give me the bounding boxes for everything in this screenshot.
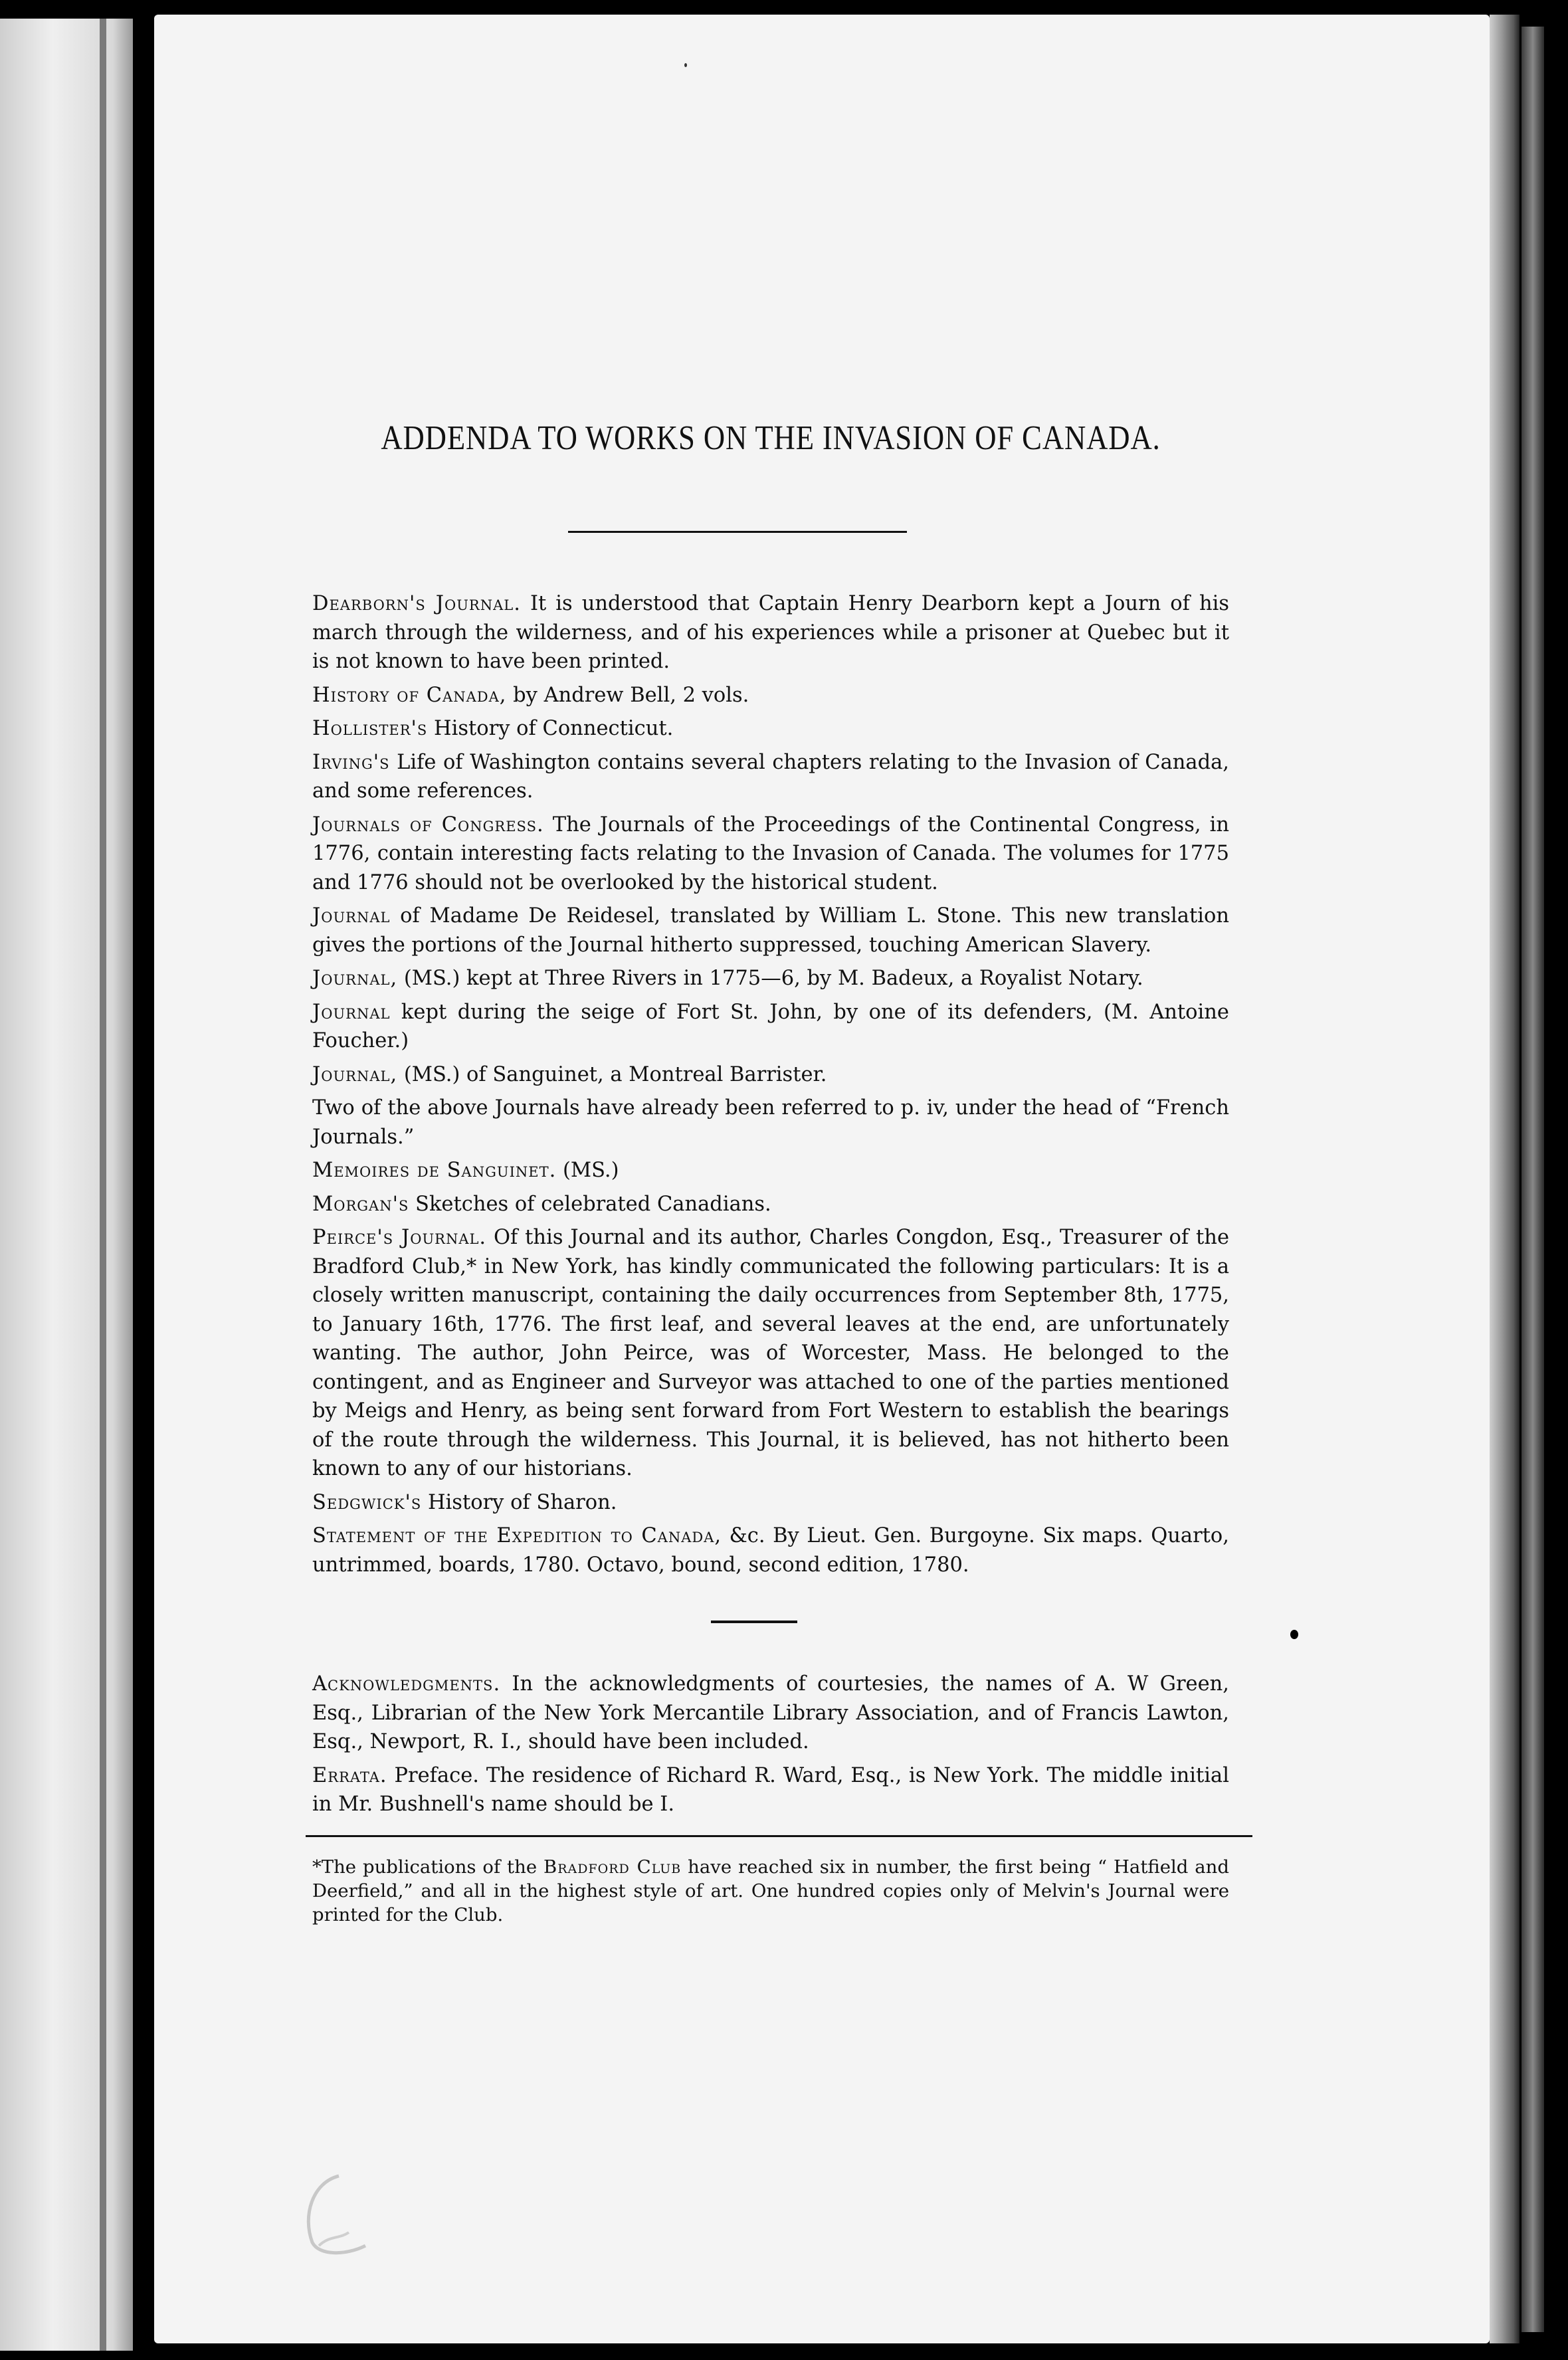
entry-body: Life of Washington contains several chapters relating to the Invasion of Canada, and some references. [312, 750, 1229, 803]
entry-body: by Andrew Bell, 2 vols. [506, 683, 749, 707]
addenda-entry [312, 1223, 1229, 1484]
entry-body: The Journals of the Proceedings of the Continental Congress, in 1776, contain interesting facts relating to the Invasion of Canada. The volumes for 1775 and 1776 should not be overlooked by the historical student. [312, 813, 1229, 894]
notes-section [312, 1670, 1229, 1819]
addenda-entry [312, 811, 1229, 898]
entry-head: Hollister's [312, 717, 428, 740]
entry-head: Dearborn's Journal. [312, 592, 521, 615]
entry-body: It is understood that Captain Henry Dearborn kept a Journ of his march through the wilderness, and of his experiences while a prisoner at Quebec but it is not known to have been printed. [312, 592, 1229, 673]
note-body: Preface. The residence of Richard R. Ward, Esq., is New York. The middle initial in Mr. Bushnell's name should be I. [312, 1763, 1229, 1816]
facing-page-edge [0, 19, 133, 2351]
acknowledgments-note [312, 1670, 1229, 1757]
footnote-post: have reached six in number, the first being “ Hatfield and Deerfield,” and all in the highest style of art. One hundred copies only of Melvin's Journal were printed for the Club. [312, 1856, 1229, 1925]
entry-head: Sedgwick's [312, 1490, 422, 1514]
footnote-club: Bradford Club [543, 1856, 682, 1878]
entry-head: Memoires de Sanguinet. [312, 1159, 557, 1182]
note-head: Errata. [312, 1763, 387, 1787]
entry-body: kept during the seige of Fort St. John, by one of its defenders, (M. Antoine Foucher.) [312, 1000, 1229, 1052]
entry-head: Journal [312, 904, 391, 928]
entry-body: Of this Journal and its author, Charles Congdon, Esq., Treasurer of the Bradford Club,* in New York, has kindly communicated the following particulars: It is a closely written manuscript, containing the daily occurrences from September 8th, 1775, to January 16th, 1776. The first leaf, and several leaves at the end, are unfortunately wanting. The author, John Peirce, was of Worcester, Mass. He belonged to the contingent, and as Engineer and Surveyor was attached to one of the parties mentioned by Meigs and Henry, as being sent forward from Fort Western to establish the bearings of the route through the wilderness. This Journal, it is believed, has not hitherto been known to any of our historians. [312, 1226, 1229, 1480]
page-title: ADDENDA TO WORKS ON THE INVASION OF CANADA. [381, 419, 1161, 457]
addenda-entry [312, 998, 1229, 1056]
entry-body: History of Connecticut. [427, 717, 674, 740]
addenda-entry [312, 1522, 1229, 1579]
addenda-entry [312, 714, 1229, 743]
entry-body: of Madame De Reidesel, translated by William L. Stone. This new translation gives the portions of the Journal hitherto suppressed, touching American Slavery. [312, 904, 1229, 957]
entry-head: Irving's [312, 750, 390, 774]
addenda-entry [312, 1156, 1229, 1185]
entry-head: Statement of the Expedition to Canada, [312, 1524, 722, 1547]
addenda-entry [312, 1060, 1229, 1090]
addenda-list [312, 589, 1229, 1579]
footnote-rule [306, 1835, 1252, 1837]
entry-head: Morgan's [312, 1192, 409, 1216]
page-fore-edge [1490, 15, 1519, 2343]
entry-head: Journals of Congress. [312, 813, 544, 836]
entry-body: History of Sharon. [421, 1490, 617, 1514]
addenda-entry [312, 1094, 1229, 1151]
section-rule [711, 1621, 797, 1623]
entry-body: &c. By Lieut. Gen. Burgoyne. Six maps. Quarto, untrimmed, boards, 1780. Octavo, bound, second edition, 1780. [312, 1524, 1229, 1577]
addenda-entry [312, 681, 1229, 710]
ink-dot [1290, 1630, 1298, 1639]
addenda-entry [312, 589, 1229, 676]
title-rule [568, 531, 907, 533]
addenda-entry [312, 748, 1229, 806]
entry-head: Journal, [312, 1062, 398, 1086]
footnote-pre: *The publications of the [312, 1856, 543, 1878]
entry-head: Peirce's Journal. [312, 1226, 487, 1249]
note-head: Acknowledgments. [312, 1672, 501, 1696]
page-content [312, 419, 1229, 1945]
pencil-mark [292, 2169, 379, 2262]
addenda-entry [312, 902, 1229, 959]
entry-head: Journal [312, 1000, 391, 1024]
entry-body: Sketches of celebrated Canadians. [409, 1192, 771, 1216]
addenda-entry [312, 964, 1229, 993]
entry-body: (MS.) of Sanguinet, a Montreal Barrister. [397, 1062, 827, 1086]
entry-head: History of Canada, [312, 683, 507, 707]
footnote [312, 1855, 1229, 1927]
entry-body: (MS.) [556, 1159, 619, 1182]
entry-body: (MS.) kept at Three Rivers in 1775—6, by M. Badeux, a Royalist Notary. [397, 967, 1143, 990]
addenda-entry [312, 1488, 1229, 1518]
errata-note [312, 1761, 1229, 1819]
note-body: In the acknowledgments of courtesies, the names of A. W Green, Esq., Librarian of the New York Mercantile Library Association, and of Francis Lawton, Esq., Newport, R. I., should have been included. [312, 1672, 1229, 1753]
entry-body: Two of the above Journals have already been referred to p. iv, under the head of “French Journals.” [312, 1096, 1229, 1149]
binding-strip [1521, 27, 1544, 2332]
ink-speck [684, 63, 687, 67]
addenda-entry [312, 1190, 1229, 1219]
entry-head: Journal, [312, 967, 398, 990]
